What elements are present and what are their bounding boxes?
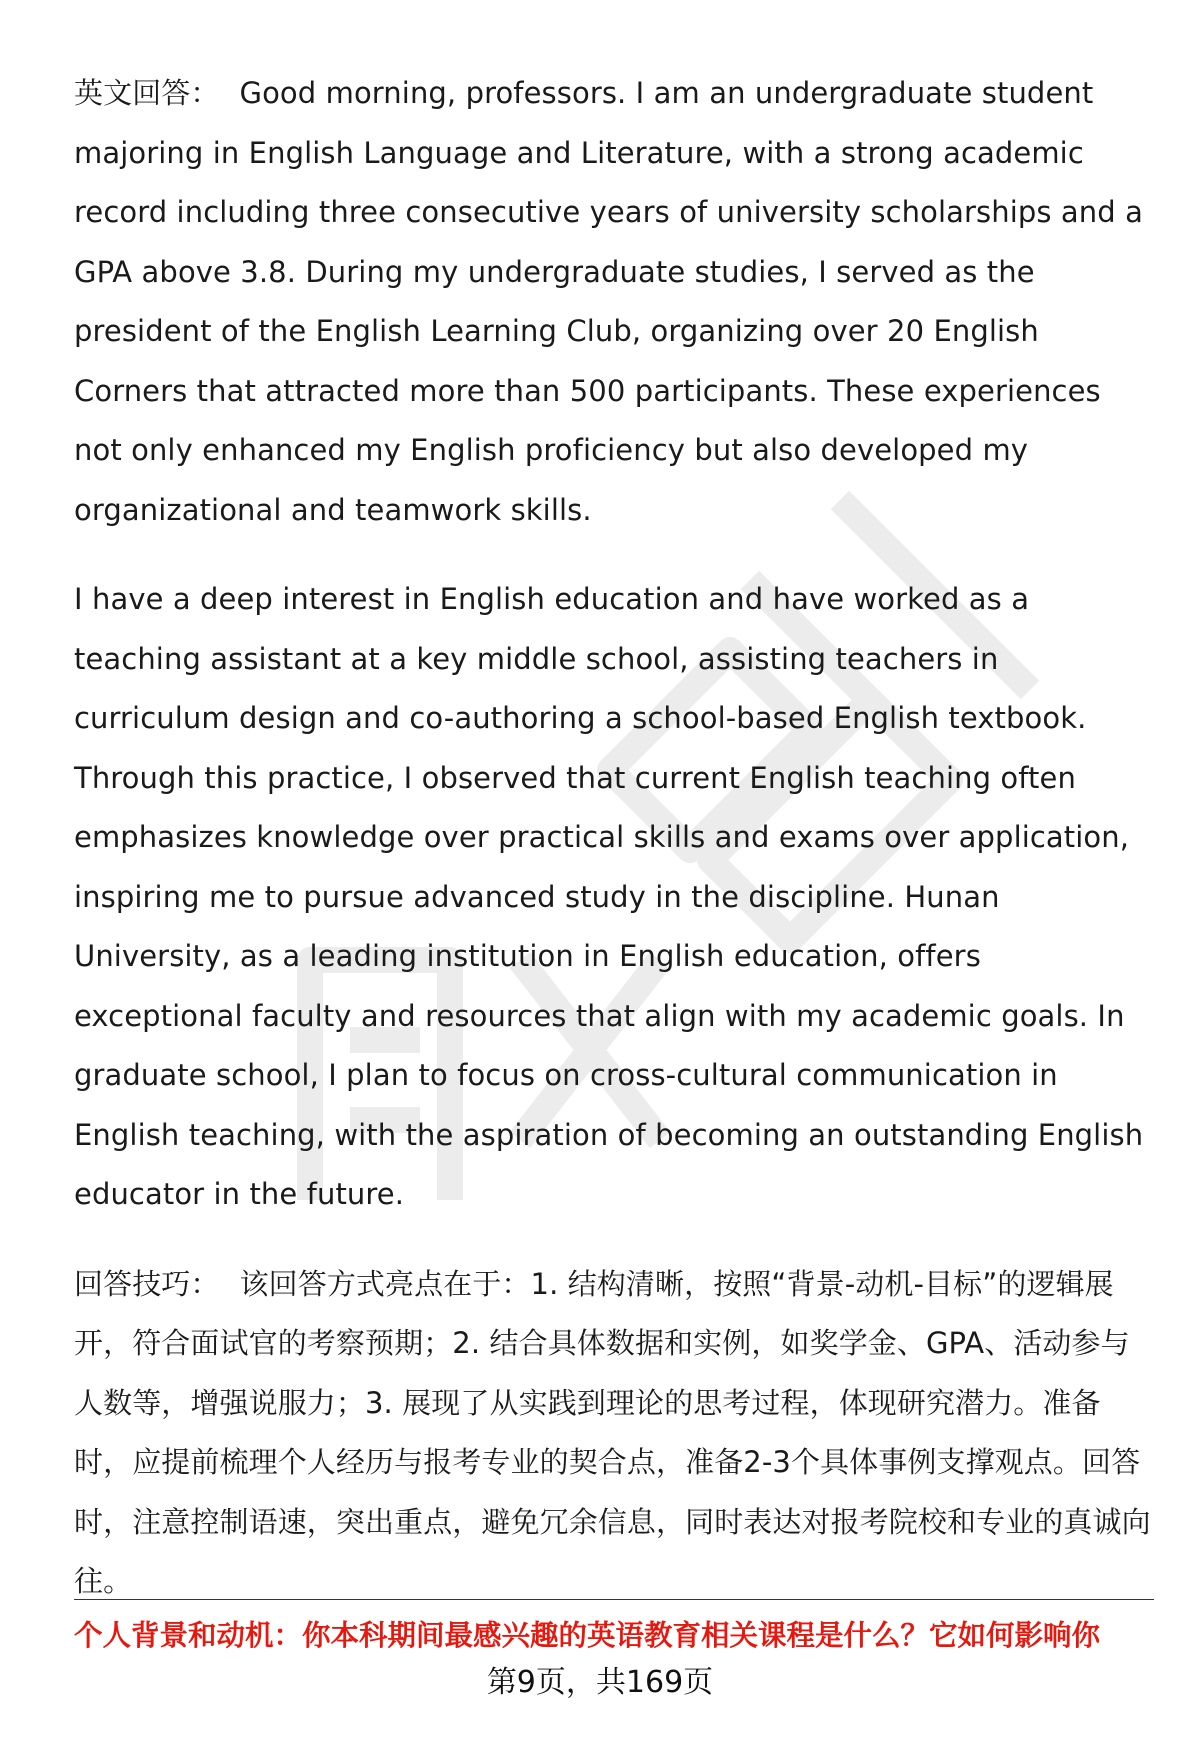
english-answer-paragraph-1 <box>74 64 1154 540</box>
english-answer-text-1: Good morning, professors. I am an undergraduate student majoring in English Language and Literature, with a strong academic record including three consecutive years of university scholarships and a GPA above 3.8. During my undergraduate studies, I served as the president of the English Learning Club, organizing over 20 English Corners that attracted more than 500 participants. These experiences not only enhanced my English proficiency but also developed my organizational and teamwork skills. <box>74 76 1143 527</box>
page-number: 第9页，共169页 <box>486 1665 714 1700</box>
section-divider <box>74 1599 1154 1600</box>
answer-tips-text: 该回答方式亮点在于：1. 结构清晰，按照“背景-动机-目标”的逻辑展开，符合面试官的考察预期；2. 结合具体数据和实例，如奖学金、GPA、活动参与人数等，增强说服力；3. 展现了从实践到理论的思考过程，体现研究潜力。准备时，应提前梳理个人经历与报考专业的契合点，准备2-3个具体事例支撑观点。回答时，注意控制语速，突出重点，避免冗余信息，同时表达对报考院校和专业的真诚向往。 <box>74 1266 1151 1598</box>
english-answer-paragraph-2 <box>74 570 1154 1225</box>
document-body <box>74 64 1154 1642</box>
next-question-heading: 个人背景和动机：你本科期间最感兴趣的英语教育相关课程是什么？它如何影响你 <box>74 1619 1101 1652</box>
answer-tips-paragraph <box>74 1255 1154 1612</box>
answer-tips-label: 回答技巧： <box>74 1266 220 1301</box>
english-answer-text-2: I have a deep interest in English education and have worked as a teaching assistant at a key middle school, assisting teachers in curriculum design and co-authoring a school-based English textbook. Through this practice, I observed that current English teaching often emphasizes knowledge over practical skills and exams over application, inspiring me to pursue advanced study in the discipline. Hunan University, as a leading institution in English education, offers exceptional faculty and resources that align with my academic goals. In graduate school, I plan to focus on cross-cultural communication in English teaching, with the aspiration of becoming an outstanding English educator in the future. <box>74 582 1144 1211</box>
english-answer-label: 英文回答： <box>74 76 220 110</box>
